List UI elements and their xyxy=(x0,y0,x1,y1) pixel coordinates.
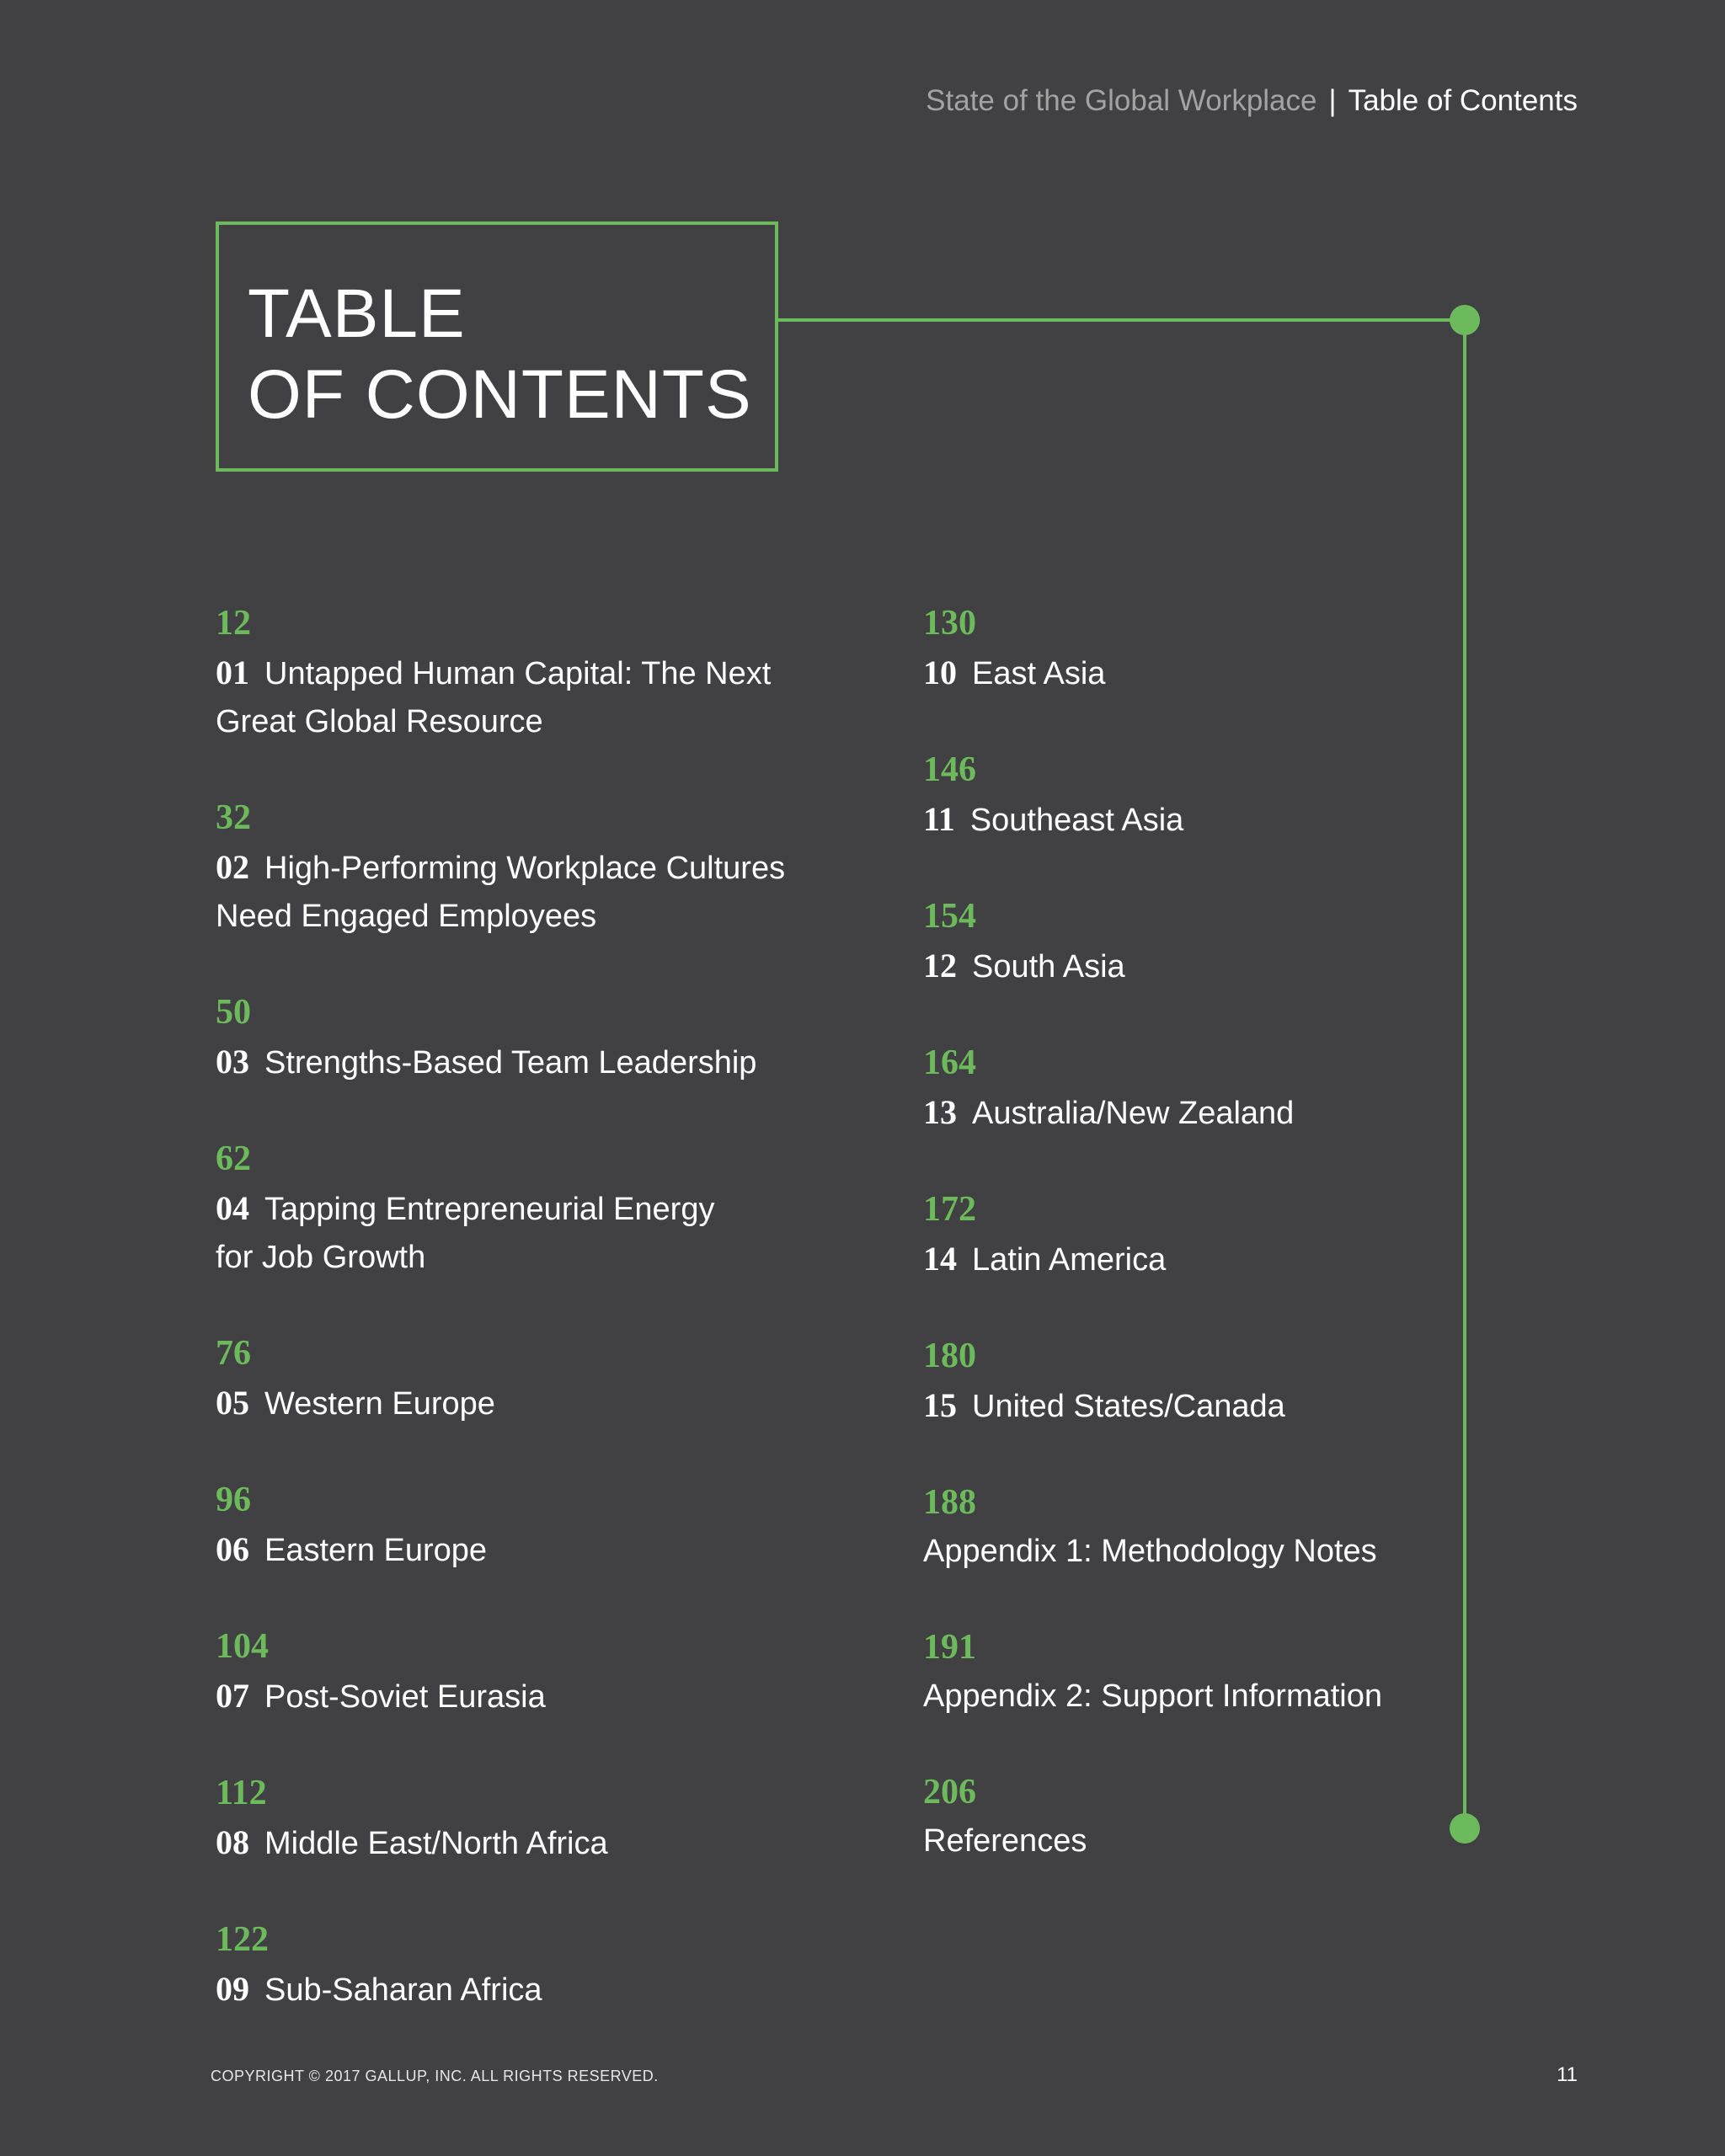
toc-chapter-title: Southeast Asia xyxy=(969,803,1184,838)
toc-entry[interactable] xyxy=(216,1475,856,1575)
toc-column-right xyxy=(923,598,1445,1912)
toc-entry[interactable] xyxy=(923,1038,1445,1138)
toc-entry[interactable] xyxy=(216,1621,856,1721)
toc-page-number: 164 xyxy=(923,1043,976,1082)
toc-chapter-title: United States/Canada xyxy=(972,1389,1285,1424)
toc-entry[interactable] xyxy=(923,891,1445,991)
toc-page-number: 130 xyxy=(923,604,976,643)
toc-chapter-number: 02 xyxy=(216,848,249,886)
copyright-notice: COPYRIGHT © 2017 GALLUP, INC. ALL RIGHTS RESERVED. xyxy=(211,2068,659,2084)
toc-entry[interactable] xyxy=(216,792,856,941)
toc-chapter-title: References xyxy=(923,1823,1087,1859)
toc-entry[interactable] xyxy=(923,1184,1445,1284)
toc-page-number: 50 xyxy=(216,993,251,1032)
toc-chapter-title: Appendix 1: Methodology Notes xyxy=(923,1534,1377,1569)
toc-page-number: 12 xyxy=(216,604,251,643)
toc-chapter-title: Tapping Entrepreneurial Energy for Job Growth xyxy=(216,1192,715,1275)
toc-chapter-number: 12 xyxy=(923,947,957,985)
page-number: 11 xyxy=(1557,2063,1578,2086)
toc-chapter-number: 14 xyxy=(923,1240,957,1278)
toc-page-number: 32 xyxy=(216,798,251,837)
toc-entry[interactable] xyxy=(216,598,856,746)
toc-page-number: 191 xyxy=(923,1628,976,1667)
toc-page-number: 146 xyxy=(923,750,976,789)
toc-entry[interactable] xyxy=(923,1767,1445,1865)
toc-chapter-number: 11 xyxy=(923,800,955,838)
toc-page-number: 172 xyxy=(923,1190,976,1229)
toc-chapter-number: 13 xyxy=(923,1093,957,1131)
toc-chapter-number: 10 xyxy=(923,654,957,691)
toc-page-number: 96 xyxy=(216,1481,251,1519)
toc-chapter-number: 04 xyxy=(216,1189,249,1227)
toc-column-left xyxy=(216,598,856,2061)
toc-chapter-number: 08 xyxy=(216,1823,249,1861)
toc-chapter-number: 06 xyxy=(216,1530,249,1568)
toc-title-line-2: OF CONTENTS xyxy=(248,356,752,433)
connector-line-horizontal xyxy=(778,318,1466,322)
toc-page-number: 76 xyxy=(216,1334,251,1373)
toc-page-number: 62 xyxy=(216,1139,251,1178)
toc-chapter-number: 01 xyxy=(216,654,249,691)
toc-entry[interactable] xyxy=(216,1914,856,2015)
toc-page-number: 154 xyxy=(923,897,976,936)
toc-chapter-title: East Asia xyxy=(972,656,1106,691)
toc-chapter-title: South Asia xyxy=(972,949,1125,985)
running-header xyxy=(926,84,1578,118)
toc-entry[interactable] xyxy=(216,1328,856,1428)
toc-chapter-title: Eastern Europe xyxy=(264,1533,488,1568)
toc-chapter-title: Strengths-Based Team Leadership xyxy=(264,1045,757,1081)
toc-chapter-number: 15 xyxy=(923,1386,957,1424)
toc-entry[interactable] xyxy=(923,598,1445,698)
toc-chapter-title: Post-Soviet Eurasia xyxy=(264,1679,546,1715)
toc-page-number: 104 xyxy=(216,1627,269,1666)
toc-title-line-1: TABLE xyxy=(248,275,466,352)
toc-title-box xyxy=(216,221,778,472)
toc-entry[interactable] xyxy=(216,1768,856,1868)
connector-line-vertical xyxy=(1463,320,1466,1829)
toc-chapter-title: Appendix 2: Support Information xyxy=(923,1678,1383,1714)
toc-entry[interactable] xyxy=(216,987,856,1087)
toc-entry[interactable] xyxy=(923,1331,1445,1431)
toc-chapter-number: 09 xyxy=(216,1970,249,2008)
toc-chapter-title: Western Europe xyxy=(264,1386,495,1422)
toc-chapter-title: Sub-Saharan Africa xyxy=(264,1972,542,2008)
toc-page-number: 188 xyxy=(923,1483,976,1522)
toc-chapter-number: 03 xyxy=(216,1043,249,1081)
header-separator: | xyxy=(1328,84,1337,117)
connector-dot-bottom xyxy=(1450,1813,1480,1844)
toc-chapter-number: 07 xyxy=(216,1677,249,1715)
header-section-title: Table of Contents xyxy=(1348,84,1578,117)
toc-entry[interactable] xyxy=(216,1134,856,1282)
toc-chapter-number: 05 xyxy=(216,1384,249,1422)
toc-chapter-title: Untapped Human Capital: The Next Great Global Resource xyxy=(216,656,772,739)
toc-page-number: 122 xyxy=(216,1920,269,1959)
toc-chapter-title: Australia/New Zealand xyxy=(972,1096,1295,1131)
toc-entry[interactable] xyxy=(923,744,1445,845)
toc-title xyxy=(248,274,752,435)
connector-dot-top xyxy=(1450,305,1480,335)
toc-page-number: 112 xyxy=(216,1774,267,1812)
toc-page-number: 206 xyxy=(923,1773,976,1812)
header-document-title: State of the Global Workplace xyxy=(926,84,1317,117)
toc-page-number: 180 xyxy=(923,1337,976,1375)
toc-entry[interactable] xyxy=(923,1622,1445,1721)
toc-entry[interactable] xyxy=(923,1477,1445,1576)
toc-chapter-title: Middle East/North Africa xyxy=(264,1826,608,1861)
toc-chapter-title: High-Performing Workplace Cultures Need Engaged Employees xyxy=(216,851,786,934)
toc-chapter-title: Latin America xyxy=(972,1242,1167,1278)
